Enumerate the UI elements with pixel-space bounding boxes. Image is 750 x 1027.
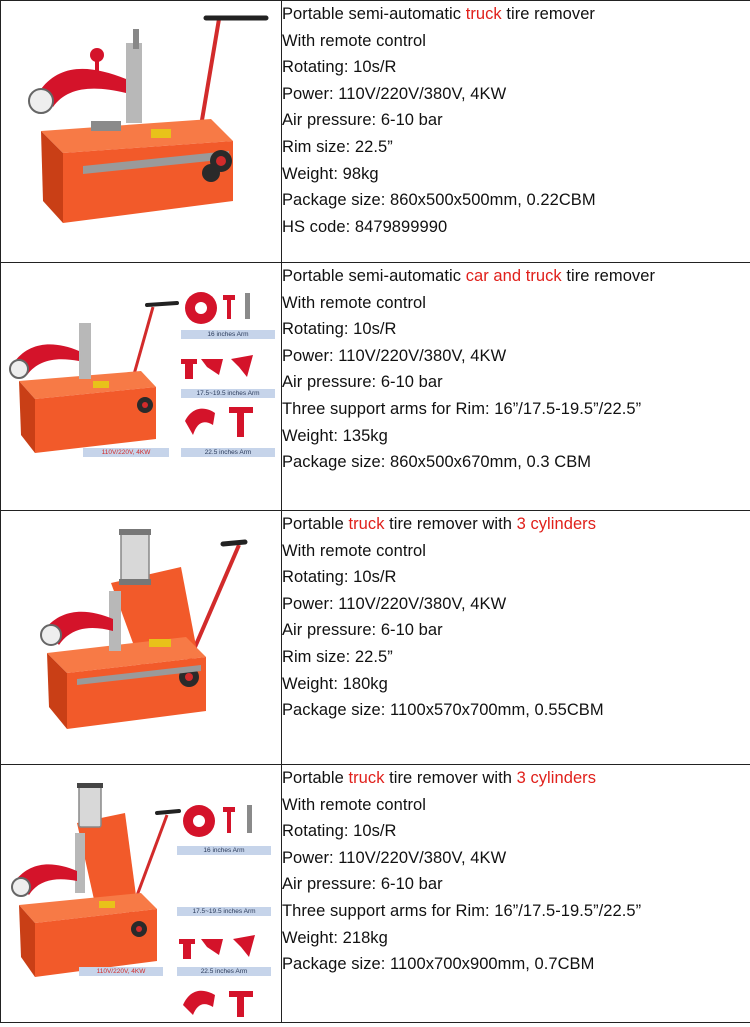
spec-hs-code: HS code: 8479899990 (282, 217, 448, 236)
product-row (1, 263, 750, 511)
product-row (1, 511, 750, 765)
product-image-cell (1, 511, 282, 765)
spec-weight: Weight: 180kg (282, 674, 388, 693)
spec-weight: Weight: 135kg (282, 426, 388, 445)
arm-17-5-caption: 17.5~19.5 inches Arm (177, 907, 271, 916)
product-title: Portable truck tire remover with 3 cylinders (282, 515, 597, 533)
spec-air-pressure: Air pressure: 6-10 bar (282, 621, 443, 640)
arm-16-caption: 16 inches Arm (177, 846, 271, 855)
product-spec-cell (282, 511, 750, 765)
spec-rotating: Rotating: 10s/R (282, 568, 397, 587)
spec-package-size: Package size: 1100x700x900mm, 0.7CBM (282, 955, 595, 974)
spec-remote: With remote control (282, 293, 426, 312)
product-image-cell (1, 1, 282, 263)
spec-power: Power: 110V/220V/380V, 4KW (282, 346, 507, 365)
spec-remote: With remote control (282, 31, 426, 50)
product-title: Portable truck tire remover with 3 cylinders (282, 769, 597, 787)
spec-support-arms: Three support arms for Rim: 16”/17.5-19.5”/22.5” (282, 901, 642, 920)
spec-remote: With remote control (282, 795, 426, 814)
product-row (1, 765, 750, 1023)
tire-remover-machine-image (1, 765, 279, 1019)
product-image-cell (1, 765, 282, 1023)
product-row (1, 1, 750, 263)
arm-22-5-caption: 22.5 inches Arm (181, 448, 275, 457)
product-spec-cell (282, 263, 750, 511)
spec-air-pressure: Air pressure: 6-10 bar (282, 373, 443, 392)
spec-power: Power: 110V/220V/380V, 4KW (282, 848, 507, 867)
spec-rotating: Rotating: 10s/R (282, 58, 397, 77)
spec-rotating: Rotating: 10s/R (282, 320, 397, 339)
spec-air-pressure: Air pressure: 6-10 bar (282, 875, 443, 894)
spec-rim-size: Rim size: 22.5” (282, 647, 393, 666)
tire-remover-machine-image (1, 1, 279, 259)
product-spec-cell (282, 765, 750, 1023)
arm-16-caption: 16 inches Arm (181, 330, 275, 339)
spec-package-size: Package size: 860x500x500mm, 0.22CBM (282, 191, 596, 210)
spec-power: Power: 110V/220V/380V, 4KW (282, 84, 507, 103)
voltage-caption: 110V/220V, 4KW (79, 967, 163, 976)
spec-rotating: Rotating: 10s/R (282, 822, 397, 841)
spec-weight: Weight: 218kg (282, 928, 388, 947)
product-image-cell (1, 263, 282, 511)
spec-power: Power: 110V/220V/380V, 4KW (282, 594, 507, 613)
tire-remover-machine-image (1, 263, 279, 507)
spec-package-size: Package size: 860x500x670mm, 0.3 CBM (282, 453, 592, 472)
product-spec-cell (282, 1, 750, 263)
spec-support-arms: Three support arms for Rim: 16”/17.5-19.5”/22.5” (282, 399, 642, 418)
tire-remover-machine-image (1, 511, 279, 761)
product-title: Portable semi-automatic truck tire remover (282, 5, 595, 23)
spec-air-pressure: Air pressure: 6-10 bar (282, 111, 443, 130)
spec-rim-size: Rim size: 22.5” (282, 137, 393, 156)
voltage-caption: 110V/220V, 4KW (83, 448, 169, 457)
spec-weight: Weight: 98kg (282, 164, 379, 183)
spec-remote: With remote control (282, 541, 426, 560)
arm-17-5-caption: 17.5~19.5 inches Arm (181, 389, 275, 398)
product-title: Portable semi-automatic car and truck tire remover (282, 267, 655, 285)
spec-package-size: Package size: 1100x570x700mm, 0.55CBM (282, 701, 604, 720)
arm-22-5-caption: 22.5 inches Arm (177, 967, 271, 976)
